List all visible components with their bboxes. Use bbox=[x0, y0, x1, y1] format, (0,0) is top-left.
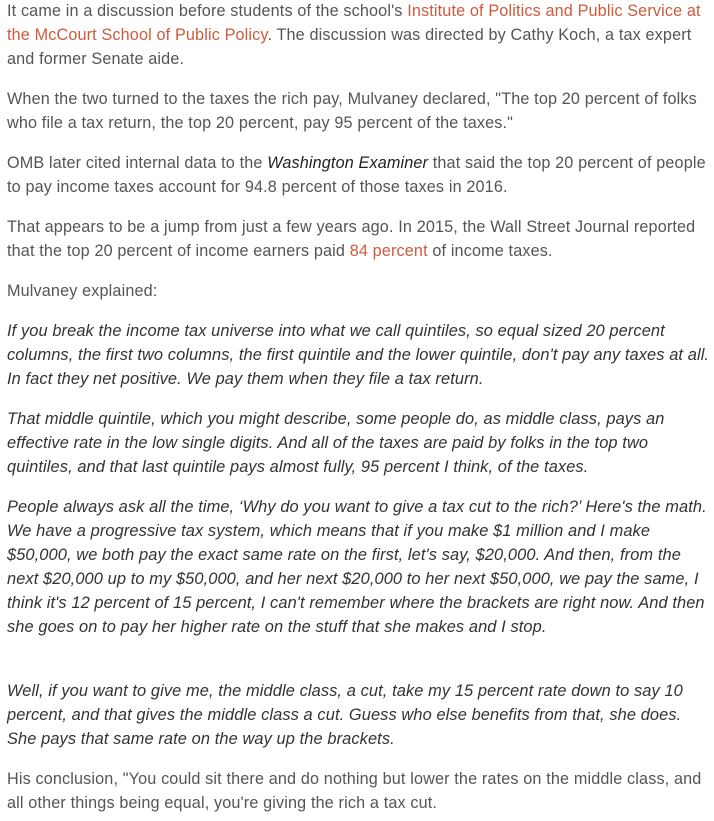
quote-quintiles: If you break the income tax universe into what we call quintiles, so equal sized 20 percent columns, the first two columns, the first quintile and the lower quintile, don't pay any taxes at all. In fact they net positive. We pay them when they file a tax return. bbox=[7, 322, 710, 388]
paragraph-omb-data bbox=[7, 151, 707, 199]
paragraph-text: That appears to be a jump from just a few years ago. In 2015, the Wall Street Journal reported that the top 20 percent of income earners paid bbox=[7, 218, 696, 260]
quote-progressive-system: People always ask all the time, ‘Why do you want to give a tax cut to the rich?’ Here's the math. We have a progressive tax system, which means that if you make $1 million and I make $50,000, we both pay the exact same rate on the first, let's say, $20,000. And then, from the next $20,000 up to my $50,000, and her next $20,000 to her next $50,000, we pay the same, I think it's 12 percent of 15 percent, I can't remember where the brackets are right now. And then she goes on to pay her higher rate on the stuff that she makes and I stop. bbox=[7, 498, 707, 636]
paragraph-mulvaney-declared: When the two turned to the taxes the rich pay, Mulvaney declared, "The top 20 percent of folks who file a tax return, the top 20 percent, pay 95 percent of the taxes." bbox=[7, 90, 697, 132]
paragraph-mulvaney-explained: Mulvaney explained: bbox=[7, 282, 158, 300]
publication-name: Washington Examiner bbox=[267, 154, 429, 172]
paragraph-text: It came in a discussion before students of the school's bbox=[7, 2, 408, 20]
link-institute-of-politics[interactable]: Institute of Politics and Public Service at the McCourt School of Public Policy bbox=[7, 2, 701, 44]
paragraph-text: OMB later cited internal data to the bbox=[7, 154, 268, 172]
paragraph-discussion bbox=[7, 0, 707, 71]
quote-middle-class-cut: Well, if you want to give me, the middle class, a cut, take my 15 percent rate down to say 10 percent, and that gives the middle class a cut. Guess who else benefits from that, she does. She pays that same rate on the way up the brackets. bbox=[7, 682, 683, 748]
paragraph-wsj-comparison bbox=[7, 215, 707, 263]
paragraph-text: that said the top 20 percent of people to pay income taxes account for 94.8 percent of those taxes in 2016. bbox=[7, 154, 706, 196]
quote-middle-quintile: That middle quintile, which you might describe, some people do, as middle class, pays an effective rate in the low single digits. And all of the taxes are paid by folks in the top two quintiles, and that last quintile pays almost fully, 95 percent I think, of the taxes. bbox=[7, 410, 665, 476]
paragraph-text: of income taxes. bbox=[427, 242, 553, 260]
paragraph-text: . The discussion was directed by Cathy Koch, a tax expert and former Senate aide. bbox=[7, 26, 692, 68]
paragraph-conclusion: His conclusion, "You could sit there and do nothing but lower the rates on the middle class, and all other things being equal, you're giving the rich a tax cut. bbox=[7, 770, 702, 812]
link-84-percent[interactable]: 84 percent bbox=[349, 242, 428, 260]
